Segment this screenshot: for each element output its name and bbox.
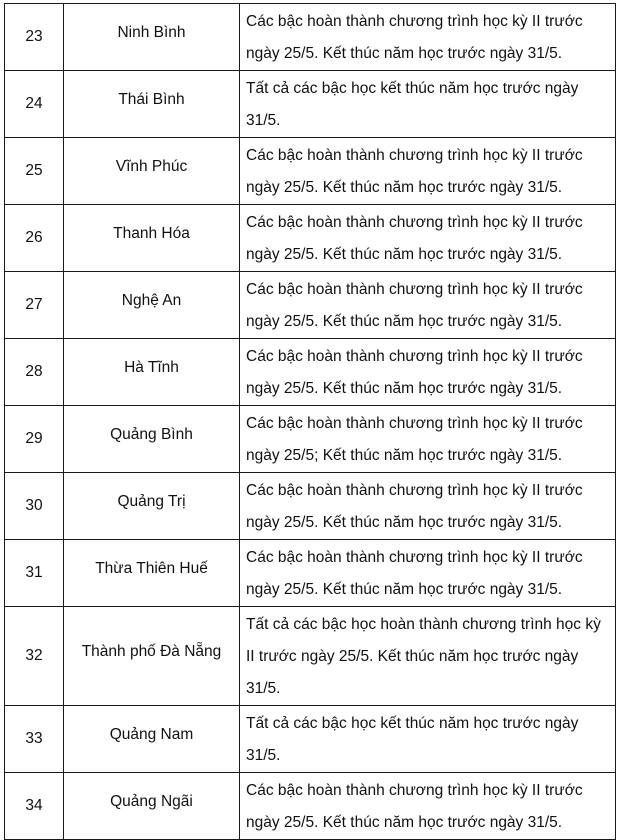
schedule-note: Các bậc hoàn thành chương trình học kỳ II trước ngày 25/5. Kết thúc năm học trước ngày 31/5. bbox=[240, 138, 616, 205]
schedule-note: Các bậc hoàn thành chương trình học kỳ II trước ngày 25/5. Kết thúc năm học trước ngày 31/5. bbox=[240, 205, 616, 272]
table-row bbox=[5, 473, 616, 540]
row-number: 24 bbox=[5, 71, 64, 138]
schedule-note: Tất cả các bậc học kết thúc năm học trước ngày 31/5. bbox=[240, 71, 616, 138]
province-name: Thái Bình bbox=[64, 71, 240, 138]
schedule-note: Tất cả các bậc học kết thúc năm học trước ngày 31/5. bbox=[240, 706, 616, 773]
schedule-note: Các bậc hoàn thành chương trình học kỳ II trước ngày 25/5. Kết thúc năm học trước ngày 31/5. bbox=[240, 540, 616, 607]
row-number: 28 bbox=[5, 339, 64, 406]
schedule-note: Các bậc hoàn thành chương trình học kỳ II trước ngày 25/5. Kết thúc năm học trước ngày 31/5. bbox=[240, 773, 616, 840]
province-name: Hà Tĩnh bbox=[64, 339, 240, 406]
table-row bbox=[5, 773, 616, 840]
province-name: Nghệ An bbox=[64, 272, 240, 339]
row-number: 33 bbox=[5, 706, 64, 773]
row-number: 27 bbox=[5, 272, 64, 339]
row-number: 26 bbox=[5, 205, 64, 272]
row-number: 32 bbox=[5, 607, 64, 706]
row-number: 31 bbox=[5, 540, 64, 607]
schedule-note: Các bậc hoàn thành chương trình học kỳ II trước ngày 25/5. Kết thúc năm học trước ngày 31/5. bbox=[240, 473, 616, 540]
schedule-note: Các bậc hoàn thành chương trình học kỳ II trước ngày 25/5. Kết thúc năm học trước ngày 31/5. bbox=[240, 4, 616, 71]
table-row bbox=[5, 4, 616, 71]
province-name: Quảng Bình bbox=[64, 406, 240, 473]
schedule-note: Các bậc hoàn thành chương trình học kỳ II trước ngày 25/5; Kết thúc năm học trước ngày 31/5. bbox=[240, 406, 616, 473]
schedule-note: Các bậc hoàn thành chương trình học kỳ II trước ngày 25/5. Kết thúc năm học trước ngày 31/5. bbox=[240, 339, 616, 406]
table-row bbox=[5, 71, 616, 138]
province-name: Vĩnh Phúc bbox=[64, 138, 240, 205]
table-row bbox=[5, 607, 616, 706]
province-name: Thành phố Đà Nẵng bbox=[64, 607, 240, 706]
province-name: Thanh Hóa bbox=[64, 205, 240, 272]
row-number: 29 bbox=[5, 406, 64, 473]
table-row bbox=[5, 272, 616, 339]
province-name: Thừa Thiên Huế bbox=[64, 540, 240, 607]
schedule-note: Tất cả các bậc học hoàn thành chương trình học kỳ II trước ngày 25/5. Kết thúc năm học trước ngày 31/5. bbox=[240, 607, 616, 706]
table-body bbox=[5, 4, 616, 840]
province-name: Ninh Bình bbox=[64, 4, 240, 71]
table-row bbox=[5, 339, 616, 406]
school-year-schedule-table bbox=[4, 3, 616, 840]
row-number: 34 bbox=[5, 773, 64, 840]
table-row bbox=[5, 540, 616, 607]
province-name: Quảng Trị bbox=[64, 473, 240, 540]
row-number: 30 bbox=[5, 473, 64, 540]
row-number: 25 bbox=[5, 138, 64, 205]
table-row bbox=[5, 406, 616, 473]
table-row bbox=[5, 205, 616, 272]
table-row bbox=[5, 138, 616, 205]
schedule-note: Các bậc hoàn thành chương trình học kỳ II trước ngày 25/5. Kết thúc năm học trước ngày 31/5. bbox=[240, 272, 616, 339]
province-name: Quảng Nam bbox=[64, 706, 240, 773]
table-row bbox=[5, 706, 616, 773]
province-name: Quảng Ngãi bbox=[64, 773, 240, 840]
row-number: 23 bbox=[5, 4, 64, 71]
